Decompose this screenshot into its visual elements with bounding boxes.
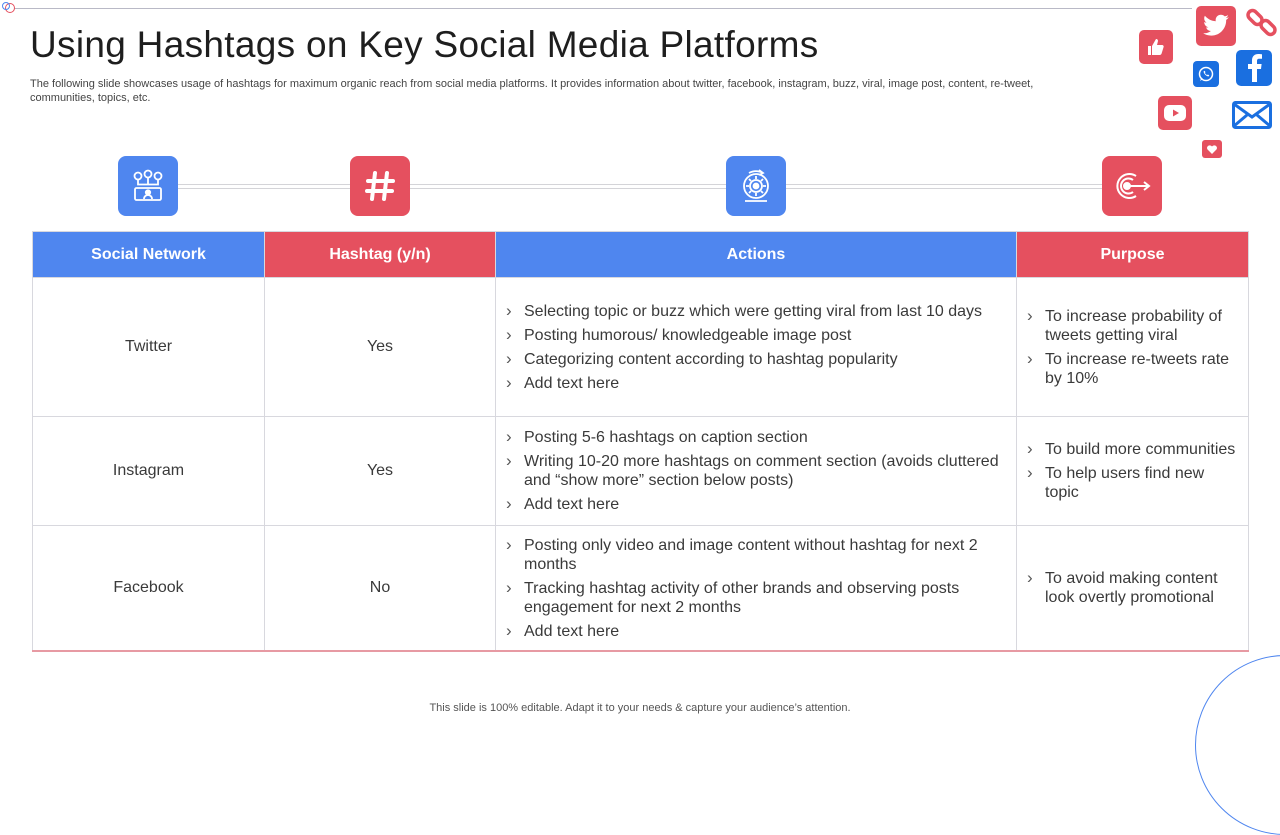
purpose-cell xyxy=(1017,526,1249,652)
purpose-cell xyxy=(1017,417,1249,526)
table-row xyxy=(33,526,1249,652)
actions-cell xyxy=(496,417,1017,526)
hashtag-cell: Yes xyxy=(265,278,496,417)
whatsapp-icon xyxy=(1193,61,1219,87)
top-rule xyxy=(14,8,1192,9)
action-item: › Writing 10-20 more hashtags on comment section (avoids cluttered and “show more” section below posts) xyxy=(504,452,1008,490)
purpose-item: › To help users find new topic xyxy=(1025,464,1240,502)
page-subtitle: The following slide showcases usage of hashtags for maximum organic reach from social media platforms. It provides information about twitter, facebook, instagram, buzz, viral, image post, content, re-tweet, communities, topics, etc. xyxy=(30,78,1034,104)
hashtag-icon xyxy=(350,156,410,216)
action-item: › Posting only video and image content without hashtag for next 2 months xyxy=(504,536,1008,574)
page-title: Using Hashtags on Key Social Media Platforms xyxy=(30,24,819,65)
network-cell: Twitter xyxy=(33,278,265,417)
mail-icon xyxy=(1231,100,1273,130)
action-item: › Tracking hashtag activity of other brands and observing posts engagement for next 2 months xyxy=(504,579,1008,617)
action-item: › Posting 5-6 hashtags on caption section xyxy=(504,428,1008,447)
purpose-item: › To increase re-tweets rate by 10% xyxy=(1025,350,1240,388)
table-row xyxy=(33,278,1249,417)
link-icon xyxy=(1245,5,1279,39)
network-cell: Facebook xyxy=(33,526,265,652)
network-cell: Instagram xyxy=(33,417,265,526)
action-item: › Selecting topic or buzz which were getting viral from last 10 days xyxy=(504,302,1008,321)
hashtag-cell: Yes xyxy=(265,417,496,526)
footer-note: This slide is 100% editable. Adapt it to your needs & capture your audience’s attention. xyxy=(429,702,851,714)
target-icon xyxy=(1102,156,1162,216)
action-item: › Add text here xyxy=(504,374,1008,393)
heart-icon xyxy=(1202,140,1222,158)
header-purpose: Purpose xyxy=(1017,232,1249,278)
action-item: › Add text here xyxy=(504,622,1008,641)
header-hashtag: Hashtag (y/n) xyxy=(265,232,496,278)
purpose-item: › To avoid making content look overtly promotional xyxy=(1025,569,1240,607)
action-item: › Posting humorous/ knowledgeable image post xyxy=(504,326,1008,345)
actions-cell xyxy=(496,278,1017,417)
actions-cell xyxy=(496,526,1017,652)
action-item: › Categorizing content according to hashtag popularity xyxy=(504,350,1008,369)
table-row xyxy=(33,417,1249,526)
purpose-cell xyxy=(1017,278,1249,417)
icon-connector-line xyxy=(148,184,1132,189)
gear-cycle-icon xyxy=(726,156,786,216)
hashtag-usage-table xyxy=(32,231,1249,652)
purpose-item: › To increase probability of tweets getting viral xyxy=(1025,307,1240,345)
network-icon xyxy=(118,156,178,216)
thumbs-up-icon xyxy=(1139,30,1173,64)
facebook-icon xyxy=(1236,50,1272,86)
top-rule-dot-blue xyxy=(2,2,10,10)
purpose-item: › To build more communities xyxy=(1025,440,1240,459)
header-actions: Actions xyxy=(496,232,1017,278)
action-item: › Add text here xyxy=(504,495,1008,514)
twitter-icon xyxy=(1196,6,1236,46)
hashtag-cell: No xyxy=(265,526,496,652)
decorative-circle xyxy=(1195,655,1280,835)
youtube-icon xyxy=(1158,96,1192,130)
table-header-row xyxy=(33,232,1249,278)
header-social-network: Social Network xyxy=(33,232,265,278)
